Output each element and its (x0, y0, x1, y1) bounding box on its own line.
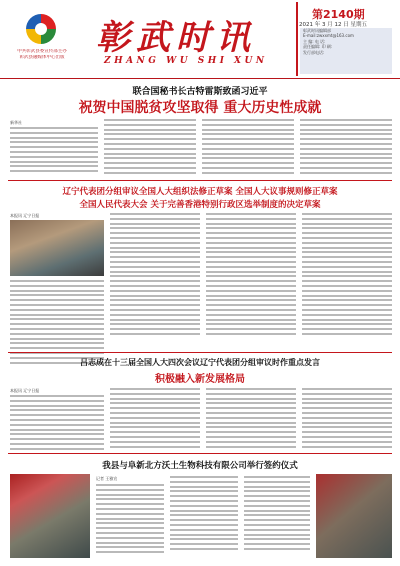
article-2-headline-line-1: 辽宁代表团分组审议全国人大组织法修正草案 全国人大议事规则修正草案 (62, 187, 338, 197)
info-line-2: E-mail:zwxxmt@163.com (303, 33, 354, 39)
article-1-body-col-3 (202, 119, 294, 177)
info-line-1: 彰武时讯编辑部 (303, 28, 331, 33)
logo-caption (10, 49, 74, 60)
masthead-divider (296, 2, 298, 76)
article-3-source: 本报讯 辽宁日报 (10, 388, 40, 393)
article-3-body-col-1 (10, 395, 104, 453)
article-2-body-col-2 (110, 213, 200, 338)
article-4-headline: 我县与阜新北方沃土生物科技有限公司举行签约仪式 (102, 461, 298, 471)
newspaper-title: 彰武时讯 (96, 18, 256, 58)
article-3-body-col-4 (302, 388, 392, 450)
logo-icon (26, 14, 56, 44)
newspaper-pinyin: ZHANG WU SHI XUN (104, 56, 268, 66)
article-1-headline: 祝贺中国脱贫攻坚取得 重大历史性成就 (78, 100, 322, 116)
article-3-body-col-3 (206, 388, 296, 450)
masthead (0, 0, 400, 79)
article-2-source: 本报讯 辽宁日报 (10, 213, 40, 218)
logo-caption-line-1: 中共彰武县委宣传部主办 (17, 49, 67, 54)
article-3-headline-line-1: 吕志成在十三届全国人大四次会议辽宁代表团分组审议时作重点发言 (80, 358, 320, 367)
info-line-4: 责任编辑: 印 刷: (303, 44, 333, 50)
article-4-body-col-2 (170, 476, 238, 553)
info-line-3: 主 编: 电 话: (303, 38, 326, 44)
issue-number: 第2140期 (312, 8, 365, 21)
article-2-photo (10, 220, 104, 276)
section-divider-1 (8, 180, 392, 181)
article-1-source: 新华社 (10, 120, 22, 125)
article-2-body-col-1 (10, 280, 104, 366)
article-4-body-col-1 (96, 484, 164, 556)
article-4-body-col-3 (244, 476, 310, 553)
masthead-info-box (300, 28, 392, 74)
article-3-headline-line-2: 积极融入新发展格局 (155, 374, 245, 385)
section-divider-3 (8, 453, 392, 454)
logo-caption-line-2: 彰武县融媒体中心出版 (19, 54, 65, 60)
article-1-body-col-1 (10, 127, 98, 175)
article-2-body-col-3 (206, 213, 296, 338)
article-4-author: 记者 王雅宣 (96, 476, 118, 481)
article-1-body-col-4 (300, 119, 392, 177)
article-2-body-col-4 (302, 213, 392, 338)
article-1-body-col-2 (104, 119, 196, 177)
article-2-headline-line-2: 全国人民代表大会 关于完善香港特别行政区选举制度的决定草案 (79, 200, 321, 210)
article-4-photo-right (316, 474, 392, 558)
article-3-body-col-2 (110, 388, 200, 450)
section-divider-2 (8, 352, 392, 353)
info-line-5: 发行部电话: (303, 49, 325, 55)
article-4-photo-left (10, 474, 90, 558)
issue-date: 2021 年 3 月 12 日 星期五 (299, 22, 367, 28)
article-1-kicker: 联合国秘书长古特雷斯致函习近平 (132, 87, 268, 97)
